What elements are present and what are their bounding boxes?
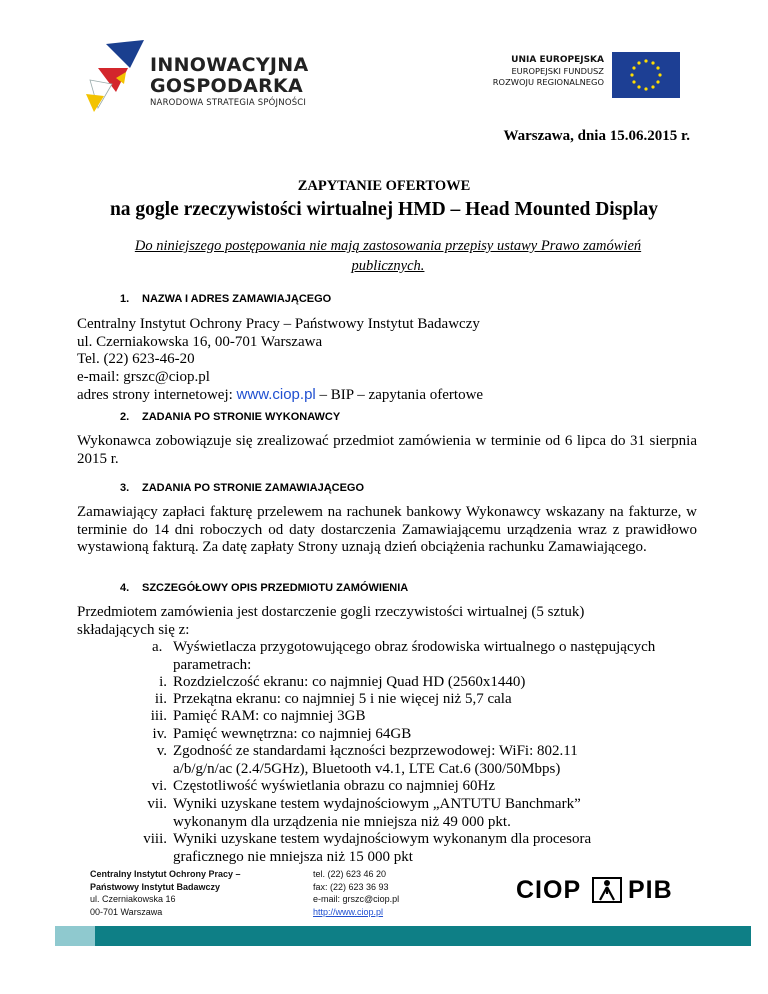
document-type: ZAPYTANIE OFERTOWE bbox=[297, 178, 471, 194]
list-a-number: a. bbox=[152, 639, 163, 655]
orderer-address: ul. Czerniakowska 16, 00-701 Warszawa bbox=[77, 333, 323, 350]
ciop-pib-logo: CIOP PIB bbox=[516, 876, 673, 904]
orderer-email: e-mail: grszc@ciop.pl bbox=[77, 368, 210, 385]
section-2-text: Wykonawca zobowiązuje się zrealizować przedmiot zamówienia w terminie od 6 lipca do 31 sierpnia 2015 r. bbox=[77, 433, 697, 467]
orderer-phone: Tel. (22) 623-46-20 bbox=[77, 351, 195, 367]
innovative-economy-logo-icon bbox=[86, 38, 148, 112]
eu-flag-icon bbox=[612, 52, 680, 98]
ciop-website-link[interactable]: www.ciop.pl bbox=[236, 386, 316, 403]
section-1-heading: 1. NAZWA I ADRES ZAMAWIAJĄCEGO bbox=[120, 293, 332, 305]
footer-fax: fax: (22) 623 36 93 bbox=[313, 881, 389, 892]
footer-web-link[interactable]: http://www.ciop.pl bbox=[313, 906, 384, 917]
footer-bar-accent bbox=[55, 926, 95, 946]
footer-contact bbox=[313, 868, 399, 918]
legal-note: Do niniejszego postępowania nie mają zastosowania przepisy ustawy Prawo zamówień publicznych. bbox=[134, 238, 642, 274]
list-a-text: Wyświetlacza przygotowującego obraz środowiska wirtualnego o następujących parametrach: bbox=[173, 639, 656, 673]
section-4-intro: Przedmiotem zamówienia jest dostarczenie gogli rzeczywistości wirtualnej (5 sztuk) składających się z: bbox=[77, 604, 585, 638]
orderer-details bbox=[77, 316, 483, 405]
document-title: na gogle rzeczywistości wirtualnej HMD – Head Mounted Display bbox=[109, 199, 659, 220]
footer-phone: tel. (22) 623 46 20 bbox=[313, 869, 387, 879]
orderer-name: Centralny Instytut Ochrony Pracy – Państwowy Instytut Badawczy bbox=[77, 316, 480, 332]
document-date: Warszawa, dnia 15.06.2015 r. bbox=[503, 128, 690, 144]
program-subtitle: NARODOWA STRATEGIA SPÓJNOŚCI bbox=[150, 98, 307, 108]
footer-email: e-mail: grszc@ciop.pl bbox=[313, 894, 400, 904]
ciop-emblem-icon bbox=[592, 877, 622, 903]
section-3-heading: 3. ZADANIA PO STRONIE ZAMAWIAJĄCEGO bbox=[120, 482, 365, 494]
footer-address: Centralny Instytut Ochrony Pracy – Państwowy Instytut Badawczy ul. Czerniakowska 16 00-701 Warszawa bbox=[90, 869, 241, 917]
eu-fund-label: UNIA EUROPEJSKA EUROPEJSKI FUNDUSZ ROZWOJU REGIONALNEGO bbox=[492, 55, 604, 87]
orderer-web: adres strony internetowej: www.ciop.pl – BIP – zapytania ofertowe bbox=[77, 386, 484, 403]
section-4-heading: 4. SZCZEGÓŁOWY OPIS PRZEDMIOTU ZAMÓWIENIA bbox=[120, 582, 409, 594]
section-2-heading: 2. ZADANIA PO STRONIE WYKONAWCY bbox=[120, 411, 341, 423]
section-3-text: Zamawiający zapłaci fakturę przelewem na rachunek bankowy Wykonawcy wskazany na fakturze, w terminie do 14 dni roboczych od daty dostarczenia Zamawiającemu urządzenia wraz z prawidłowo wystawioną fakturą. Za datę zapłaty Strony uznają dzień obciążenia rachunku Zamawiającego. bbox=[77, 504, 697, 555]
footer-bar bbox=[95, 926, 751, 946]
program-name: INNOWACYJNA GOSPODARKA bbox=[150, 54, 309, 97]
